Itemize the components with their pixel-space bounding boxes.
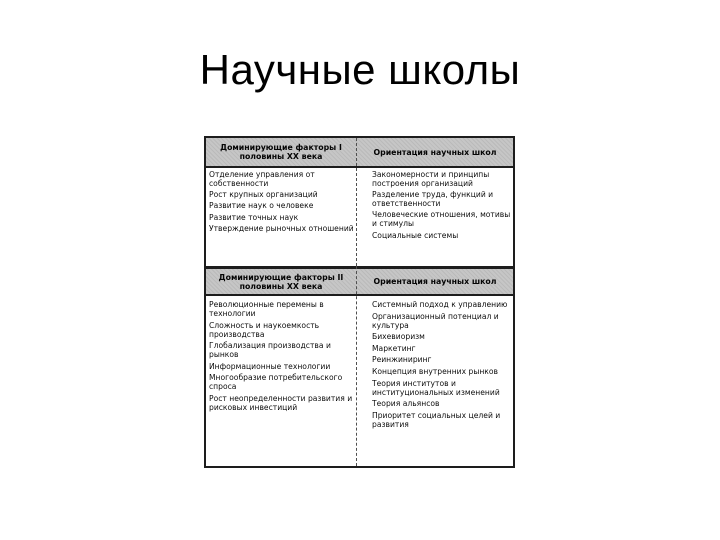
- column-divider: [356, 266, 358, 466]
- header-dominant-factors-first-half: Доминирующие факторы I половины XX века: [220, 143, 342, 161]
- header-school-orientation: Ориентация научных школ: [373, 277, 497, 286]
- table-header-row: [206, 266, 513, 296]
- factors-list: [209, 300, 355, 415]
- list-item: Разделение труда, функций и ответственности: [372, 190, 494, 209]
- header-school-orientation: Ориентация научных школ: [373, 147, 497, 157]
- orientation-list: [372, 300, 512, 431]
- table-section-second-half: [206, 266, 513, 466]
- list-item: Революционные перемены в технологии: [209, 300, 324, 318]
- list-item: Теория институтов и институциональных изменений: [372, 378, 500, 397]
- column-divider: [356, 138, 358, 266]
- list-item: Организационный потенциал и культура: [372, 311, 499, 330]
- list-item: Глобализация производства и рынков: [209, 341, 331, 360]
- list-item: Приоритет социальных целей и развития: [372, 410, 501, 429]
- list-item: Реинжиниринг: [372, 355, 432, 365]
- list-item: Отделение управления от собственности: [209, 170, 315, 188]
- list-item: Информационные технологии: [209, 361, 331, 371]
- header-dominant-factors-second-half: Доминирующие факторы II половины XX века: [218, 272, 344, 291]
- list-item: Бихевиоризм: [372, 332, 425, 342]
- list-item: Закономерности и принципы построения организаций: [372, 170, 490, 188]
- list-item: Маркетинг: [372, 343, 416, 353]
- list-item: Рост крупных организаций: [209, 190, 318, 200]
- list-item: Системный подход к управлению: [372, 300, 508, 309]
- table-header-row: [206, 138, 513, 168]
- slide-title: Научные школы: [199, 46, 521, 93]
- orientation-list: [372, 170, 512, 242]
- list-item: Развитие точных наук: [209, 212, 299, 222]
- list-item: Развитие наук о человеке: [209, 201, 314, 211]
- list-item: Утверждение рыночных отношений: [209, 223, 354, 233]
- factors-list: [209, 170, 355, 235]
- list-item: Сложность и наукоемкость производства: [209, 320, 320, 339]
- list-item: Теория альянсов: [372, 399, 440, 409]
- list-item: Многообразие потребительского спроса: [209, 373, 343, 392]
- list-item: Человеческие отношения, мотивы и стимулы: [372, 210, 511, 229]
- table-section-first-half: [206, 138, 513, 266]
- list-item: Рост неопределенности развития и рисковых инвестиций: [209, 393, 353, 412]
- list-item: Концепция внутренних рынков: [372, 366, 499, 376]
- list-item: Социальные системы: [372, 230, 459, 240]
- scanned-table: [204, 136, 515, 468]
